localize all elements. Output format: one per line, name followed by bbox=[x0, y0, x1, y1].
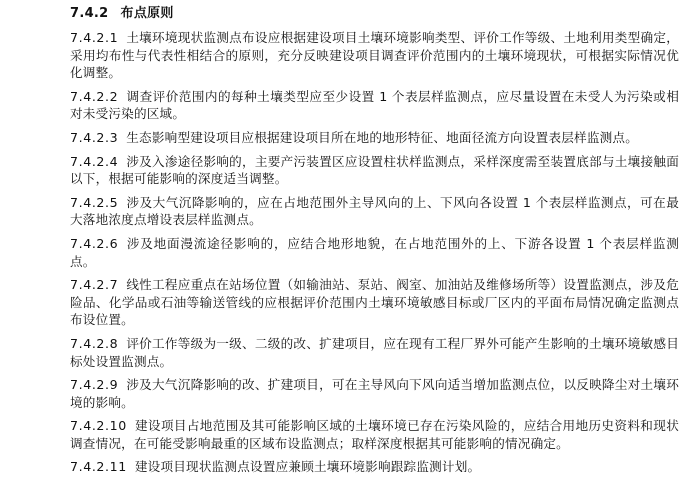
clause-7-4-2-5 bbox=[70, 194, 679, 229]
clause-text: 评价工作等级为一级、二级的改、扩建项目，应在现有工程厂界外可能产生影响的土壤环境敏感目标处设置监测点。 bbox=[70, 335, 679, 369]
clause-7-4-2-2 bbox=[70, 88, 679, 123]
clause-text: 生态影响型建设项目应根据建设项目所在地的地形特征、地面径流方向设置表层样监测点。 bbox=[126, 129, 639, 145]
clause-7-4-2-10 bbox=[70, 417, 679, 452]
clause-7-4-2-8 bbox=[70, 335, 679, 370]
clause-number: 7.4.2.11 bbox=[70, 459, 127, 475]
clause-text: 线性工程应重点在站场位置（如输油站、泵站、阀室、加油站及维修场所等）设置监测点，涉及危险品、化学品或石油等输送管线的应根据评价范围内土壤环境敏感目标或厂区内的平面布局情况确定监测点布设位置。 bbox=[70, 277, 679, 328]
clause-number: 7.4.2.5 bbox=[70, 194, 119, 210]
clause-text: 建设项目占地范围及其可能影响区域的土壤环境已存在污染风险的，应结合用地历史资料和现状调查情况，在可能受影响最重的区域布设监测点；取样深度根据其可能影响的情况确定。 bbox=[70, 418, 679, 451]
clause-7-4-2-11 bbox=[70, 458, 679, 476]
clause-7-4-2-4 bbox=[70, 153, 679, 188]
clause-text: 涉及地面漫流途径影响的，应结合地形地貌，在占地范围外的上、下游各设置 1 个表层样监测点。 bbox=[70, 235, 679, 269]
clause-number: 7.4.2.9 bbox=[70, 377, 119, 393]
clause-text: 土壤环境现状监测点布设应根据建设项目土壤环境影响类型、评价工作等级、土地利用类型确定，采用均布性与代表性相结合的原则，充分反映建设项目调查评价范围内的土壤环境现状，可根据实际情况优化调整。 bbox=[70, 30, 679, 81]
clause-text: 涉及入渗途径影响的，主要产污装置区应设置柱状样监测点，采样深度需至装置底部与土壤接触面以下，根据可能影响的深度适当调整。 bbox=[70, 153, 679, 187]
clause-number: 7.4.2.1 bbox=[70, 30, 119, 45]
clause-number: 7.4.2.6 bbox=[70, 235, 119, 251]
clause-7-4-2-1 bbox=[70, 29, 679, 82]
clause-7-4-2-6 bbox=[70, 235, 679, 270]
clause-text: 调查评价范围内的每种土壤类型应至少设置 1 个表层样监测点，应尽量设置在未受人为污染或相对未受污染的区域。 bbox=[70, 88, 679, 122]
section-number: 7.4.2 bbox=[70, 6, 109, 21]
clause-text: 涉及大气沉降影响的改、扩建项目，可在主导风向下风向适当增加监测点位，以反映降尘对土壤环境的影响。 bbox=[70, 377, 679, 410]
clause-number: 7.4.2.2 bbox=[70, 88, 119, 104]
clause-7-4-2-9 bbox=[70, 376, 679, 411]
clause-7-4-2-3 bbox=[70, 129, 679, 147]
clause-7-4-2-7 bbox=[70, 276, 679, 329]
clause-text: 涉及大气沉降影响的，应在占地范围外主导风向的上、下风向各设置 1 个表层样监测点，可在最大落地浓度点增设表层样监测点。 bbox=[70, 194, 679, 228]
clause-number: 7.4.2.4 bbox=[70, 153, 119, 169]
section-title: 布点原则 bbox=[120, 6, 174, 21]
clause-number: 7.4.2.8 bbox=[70, 335, 119, 351]
clause-number: 7.4.2.3 bbox=[70, 129, 119, 145]
clause-number: 7.4.2.7 bbox=[70, 277, 119, 293]
clause-text: 建设项目现状监测点设置应兼顾土壤环境影响跟踪监测计划。 bbox=[134, 459, 481, 475]
section-heading bbox=[70, 5, 679, 23]
clause-number: 7.4.2.10 bbox=[70, 418, 127, 434]
